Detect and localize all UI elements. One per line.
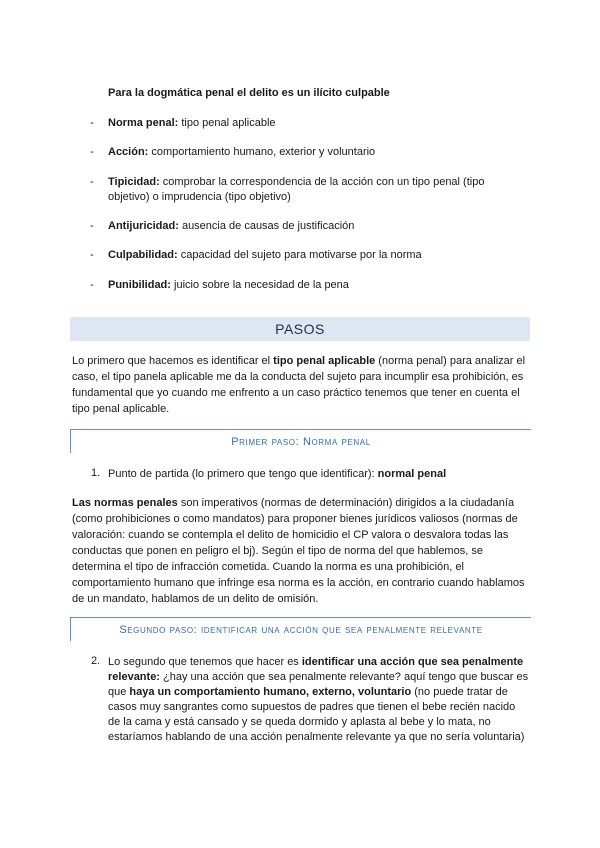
list-item-text: comprobar la correspondencia de la acción con un tipo penal (tipo objetivo) o imprudencia (tipo objetivo) [108, 176, 485, 203]
list-item-text: capacidad del sujeto para motivarse por la norma [177, 249, 422, 261]
bullet-marker: - [90, 249, 94, 261]
text-run: (no puede tratar de casos muy sangrantes como supuestos de padres que tienen el bebe recién nacido de la cama y está cansado y se queda dormido y aplasta al bebe y lo mata, no estaríamos hablando de una acción penalmente relevante ya que no sería voluntaria) [108, 686, 525, 743]
list-item [108, 278, 508, 293]
normas-penales-paragraph [72, 495, 530, 607]
list-item-text: juicio sobre la necesidad de la pena [170, 279, 349, 291]
list-item [108, 116, 508, 131]
list-item-term: Punibilidad: [108, 279, 171, 291]
bullet-marker: - [90, 279, 94, 291]
bold-run: normal penal [377, 468, 447, 480]
text-run: Punto de partida (lo primero que tengo que identificar): [108, 468, 378, 480]
bullet-marker: - [90, 117, 94, 129]
list-item [108, 248, 508, 263]
list-item-term: Acción: [108, 146, 149, 158]
list-item-term: Antijuricidad: [108, 220, 179, 232]
segundo-paso-heading: Segundo paso: identificar una acción que sea penalmente relevante [70, 617, 531, 641]
bullet-marker: - [90, 220, 94, 232]
bold-run: Las normas penales [72, 497, 178, 509]
bold-run: tipo penal aplicable [273, 355, 376, 367]
text-run: ¿hay una acción que sea penalmente relevante? aquí tengo que buscar es que [108, 671, 529, 698]
text-run: Lo primero que hacemos es identificar el [72, 355, 274, 367]
primer-paso-heading: Primer paso: Norma penal [70, 429, 531, 453]
list-item-term: Tipicidad: [108, 176, 160, 188]
list-number: 2. [91, 655, 101, 667]
text-run: (norma penal) para analizar el caso, el tipo panela aplicable me da la conducta del sujeto para incumplir esa prohibición, es fundamental que yo cuando me enfrento a un caso práctico tenemos que tener en cuenta el tipo penal aplicable. [72, 355, 526, 415]
text-run: son imperativos (normas de determinación) dirigidos a la ciudadanía (como prohibiciones o como mandatos) para proponer bienes jurídicos valiosos (normas de valoración: cuando se contempla el delito de homicidio el CP valora o desvalora todas las conductas que ponen en peligro el bj). Según el tipo de norma del que hablemos, se determina el tipo de infracción cometida. Cuando la norma es una prohibición, el comportamiento humano que infringe esa norma es la acción, en contrario cuando hablamos de un mandato, hablamos de un delito de omisión. [72, 497, 525, 605]
bullet-marker: - [90, 146, 94, 158]
list-number: 1. [91, 467, 101, 479]
numbered-item [108, 655, 530, 745]
bullet-marker: - [90, 176, 94, 188]
list-item [108, 219, 508, 234]
list-item [108, 175, 508, 205]
bold-run: haya un comportamiento humano, externo, voluntario [129, 686, 412, 698]
text-run: Lo segundo que tenemos que hacer es [108, 656, 302, 668]
list-item [108, 145, 508, 160]
intro-title: Para la dogmática penal el delito es un ilícito culpable [108, 87, 390, 99]
bold-run: identificar una acción que sea penalmente relevante: [108, 656, 524, 683]
list-item-term: Norma penal: [108, 117, 179, 129]
pasos-intro-paragraph [72, 353, 530, 417]
list-item-text: comportamiento humano, exterior y voluntario [148, 146, 376, 158]
list-item-term: Culpabilidad: [108, 249, 178, 261]
pasos-heading: PASOS [70, 317, 530, 341]
numbered-item [108, 467, 530, 482]
list-item-text: tipo penal aplicable [178, 117, 276, 129]
list-item-text: ausencia de causas de justificación [178, 220, 355, 232]
